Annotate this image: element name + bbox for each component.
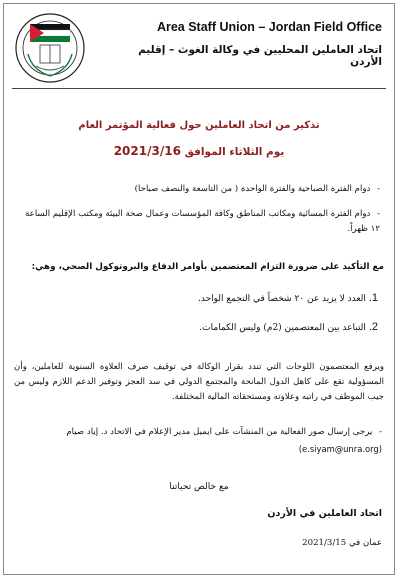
- document-page: [3, 3, 395, 575]
- photo-request: [44, 424, 382, 459]
- header-divider: [12, 88, 386, 89]
- item-number: 1.: [368, 292, 378, 304]
- bullet-dash-icon: -: [379, 427, 382, 437]
- bullet-dash-icon: -: [377, 209, 380, 219]
- event-date-line: [14, 144, 384, 158]
- media-email: (e.siyam@unra.org): [298, 444, 382, 454]
- union-title-arabic: اتحاد العاملين المحليين في وكالة الغوث – إقليم الأردن: [138, 44, 382, 68]
- issue-date: عمان في 2021/3/15: [302, 538, 382, 548]
- union-emblem-logo: [14, 12, 86, 84]
- bullet-text: دوام الفترة المسائية ومكاتب المناطق وكافة المؤسسات وعمال صحة البيئة ومكتب الإقليم الساعة ١٢ ظهراً.: [25, 209, 380, 234]
- statement-paragraph: ويرفع المعتصمون اللوحات التي تندد بقرار الوكالة في توقيف صرف العلاوة السنوية للعاملين، وأن المسؤولية تقع على كاهل الدول المانحة والمجتمع الدولي في سد العجز وتوفير الدعم اللازم وليس من جيب الموظف في راتبه وعلاوته ومستحقاته المالية المختلفة.: [14, 362, 384, 402]
- item-number: 2.: [368, 321, 378, 333]
- signature: اتحاد العاملين في الأردن: [267, 508, 382, 519]
- notice-subject: تذكير من اتحاد العاملين حول فعالية المؤتمر العام: [78, 120, 320, 131]
- item-text: التباعد بين المعتصمين (2م) وليس الكمامات.: [199, 323, 366, 333]
- emphasis-heading: مع التأكيد على ضرورة التزام المعتصمين بأوامر الدفاع والبروتوكول الصحي، وهي:: [31, 262, 384, 272]
- list-item: [22, 182, 380, 197]
- item-text: العدد لا يزيد عن ٢٠ شخصاً في التجمع الواحد.: [197, 294, 366, 304]
- photo-request-text: يرجى إرسال صور الفعالية من المنشآت على ايميل مدير الإعلام في الاتحاد د. إياد صيام: [66, 427, 373, 437]
- numbered-item: [20, 292, 378, 304]
- letterhead: [10, 10, 388, 88]
- bullet-dash-icon: -: [377, 184, 380, 194]
- event-date: 2021/3/16: [113, 144, 181, 158]
- event-day-label: يوم الثلاثاء الموافق: [184, 146, 285, 158]
- numbered-item: [20, 321, 378, 333]
- bullet-text: دوام الفترة الصباحية والفترة الواحدة ( من التاسعة والنصف صباحا): [134, 184, 371, 194]
- closing-greeting: مع خالص تحياتنا: [169, 482, 229, 492]
- list-item: [18, 207, 380, 237]
- union-title-english: Area Staff Union – Jordan Field Office: [156, 20, 382, 34]
